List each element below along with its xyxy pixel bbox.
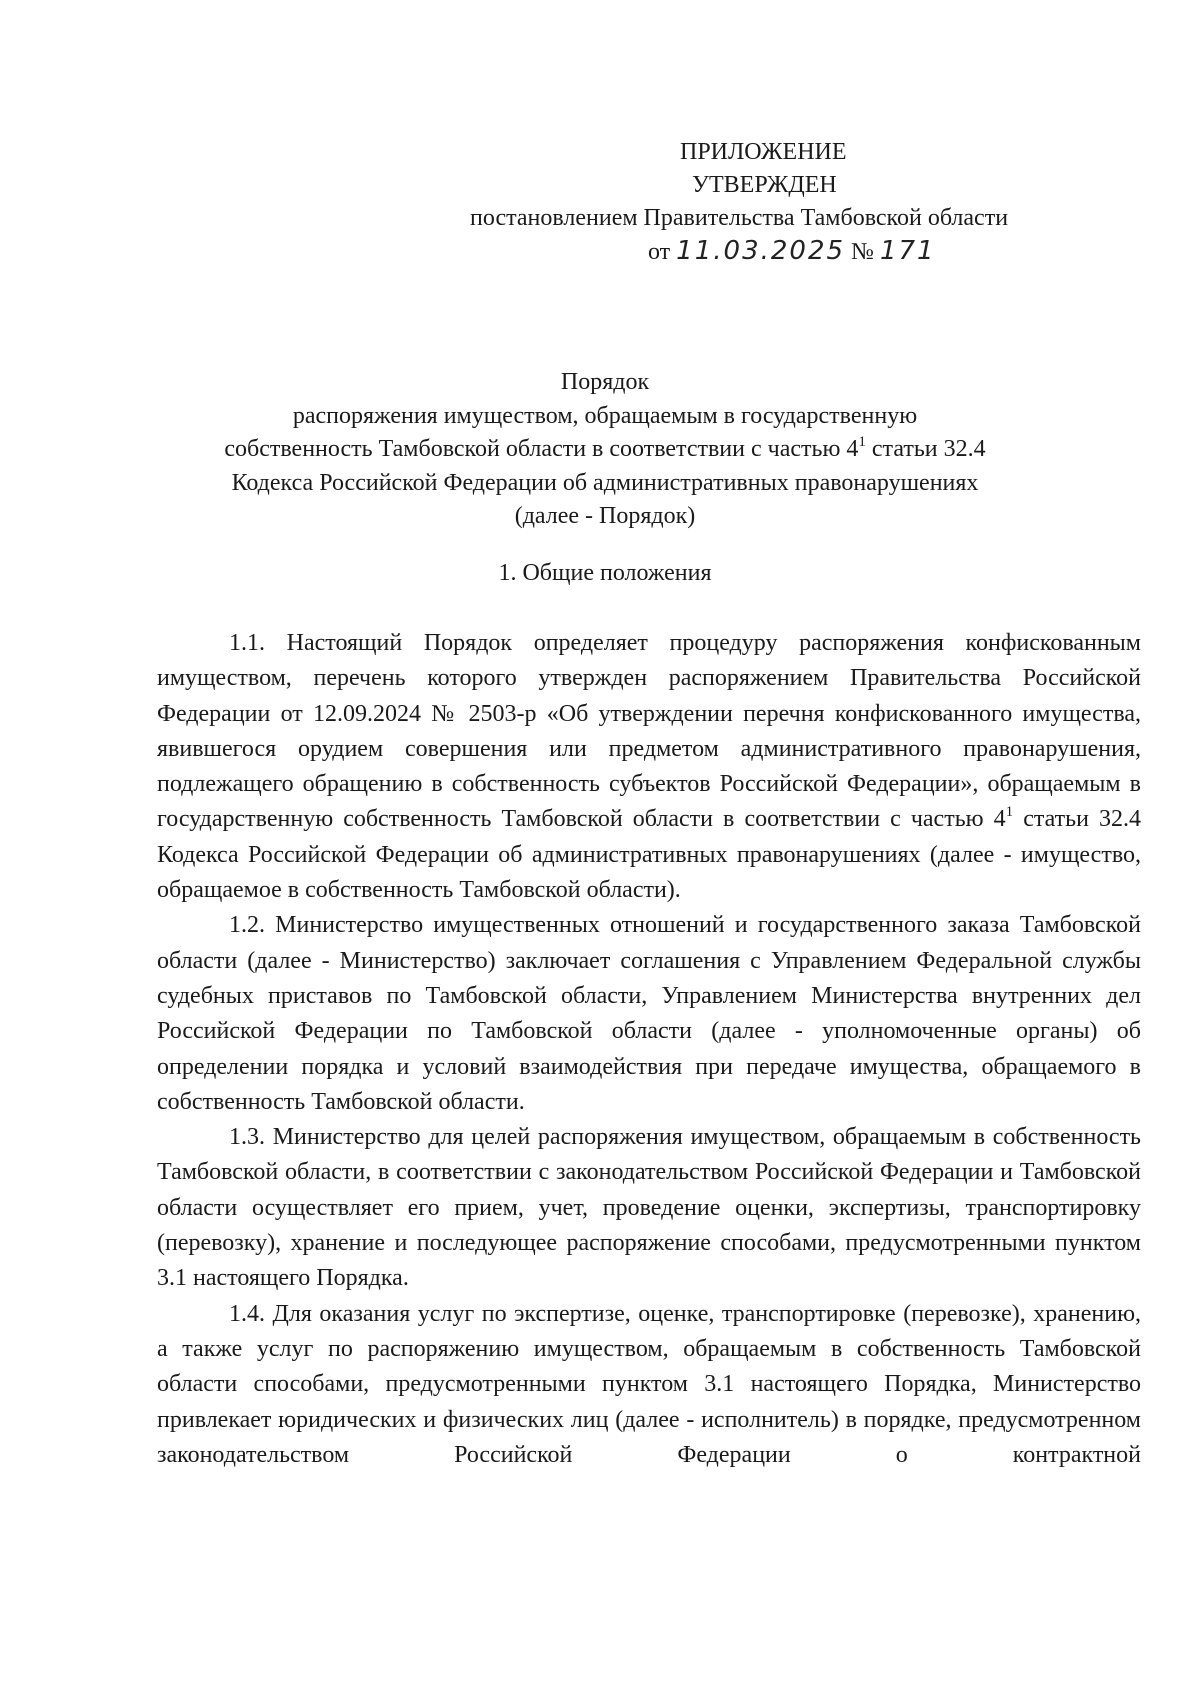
appendix-label: ПРИЛОЖЕНИЕ bbox=[680, 139, 847, 165]
number-label: № bbox=[851, 239, 874, 265]
title-line-2: распоряжения имуществом, обращаемым в государственную bbox=[292, 402, 918, 429]
title-line-5: (далее - Порядок) bbox=[514, 503, 696, 529]
paragraph-1-1-tail: статьи 32.4 Кодекса Российской Федерации об административных правонарушениях (далее - имущество, обращаемое в собственность Тамбовской области). bbox=[157, 806, 1142, 904]
document-title bbox=[160, 366, 1050, 534]
paragraph-1-1 bbox=[157, 626, 1141, 908]
approved-label: УТВЕРЖДЕН bbox=[692, 172, 837, 198]
paragraph-1-4: 1.4. Для оказания услуг по экспертизе, оценке, транспортировке (перевозке), хранению, а также услуг по распоряжению имуществом, обращаемым в собственность Тамбовской области способами, предусмотренными пунктом 3.1 настоящего Порядка, Министерство привлекает юридических и физических лиц (далее - исполнитель) в порядке, предусмотренном законодательством Российской Федерации о контрактной bbox=[157, 1300, 1141, 1468]
title-line-4: Кодекса Российской Федерации об административных правонарушениях bbox=[231, 469, 979, 496]
paragraph-1-3: 1.3. Министерство для целей распоряжения имуществом, обращаемым в собственность Тамбовской области, в соответствии с законодательством Российской Федерации и Тамбовской области осуществляет его прием, учет, проведение оценки, экспертизы, транспортировку (перевозку), хранение и последующее распоряжение способами, предусмотренными пунктом 3.1 настоящего Порядка. bbox=[157, 1124, 1141, 1292]
title-line-3-text: собственность Тамбовской области в соответствии с частью 4 bbox=[224, 436, 859, 462]
paragraph-1-1-text: 1.1. Настоящий Порядок определяет процедуру распоряжения конфискованным имуществом, перечень которого утвержден распоряжением Правительства Российской Федерации от 12.09.2024 № 2503-р «Об утверждении перечня конфискованного имущества, явившегося орудием совершения или предметом административного правонарушения, подлежащего обращению в собственность субъектов Российской Федерации», обращаемым в государственную собственность Тамбовской области в соответствии с частью 4 bbox=[157, 630, 1141, 833]
paragraph-1-2: 1.2. Министерство имущественных отношений и государственного заказа Тамбовской области (далее - Министерство) заключает соглашения с Управлением Федеральной службы судебных приставов по Тамбовской области, Управлением Министерства внутренних дел Российской Федерации по Тамбовской области (далее - уполномоченные органы) об определении порядка и условий взаимодействия при передаче имущества, обращаемого в собственность Тамбовской области. bbox=[157, 912, 1141, 1115]
approval-date-number bbox=[648, 235, 936, 269]
section-heading: 1. Общие положения bbox=[498, 560, 712, 586]
paragraph-1-1-superscript: 1 bbox=[1005, 804, 1014, 821]
from-label: от bbox=[648, 239, 671, 265]
handwritten-number: 171 bbox=[879, 236, 936, 266]
title-line-3 bbox=[160, 433, 1050, 467]
title-line-3-tail: статьи 32.4 bbox=[865, 436, 986, 462]
approved-by: постановлением Правительства Тамбовской области bbox=[470, 205, 1009, 231]
title-superscript: 1 bbox=[858, 434, 866, 450]
document-body bbox=[157, 626, 1141, 1473]
title-line-1: Порядок bbox=[560, 369, 650, 395]
handwritten-date: 11.03.2025 bbox=[676, 236, 846, 266]
